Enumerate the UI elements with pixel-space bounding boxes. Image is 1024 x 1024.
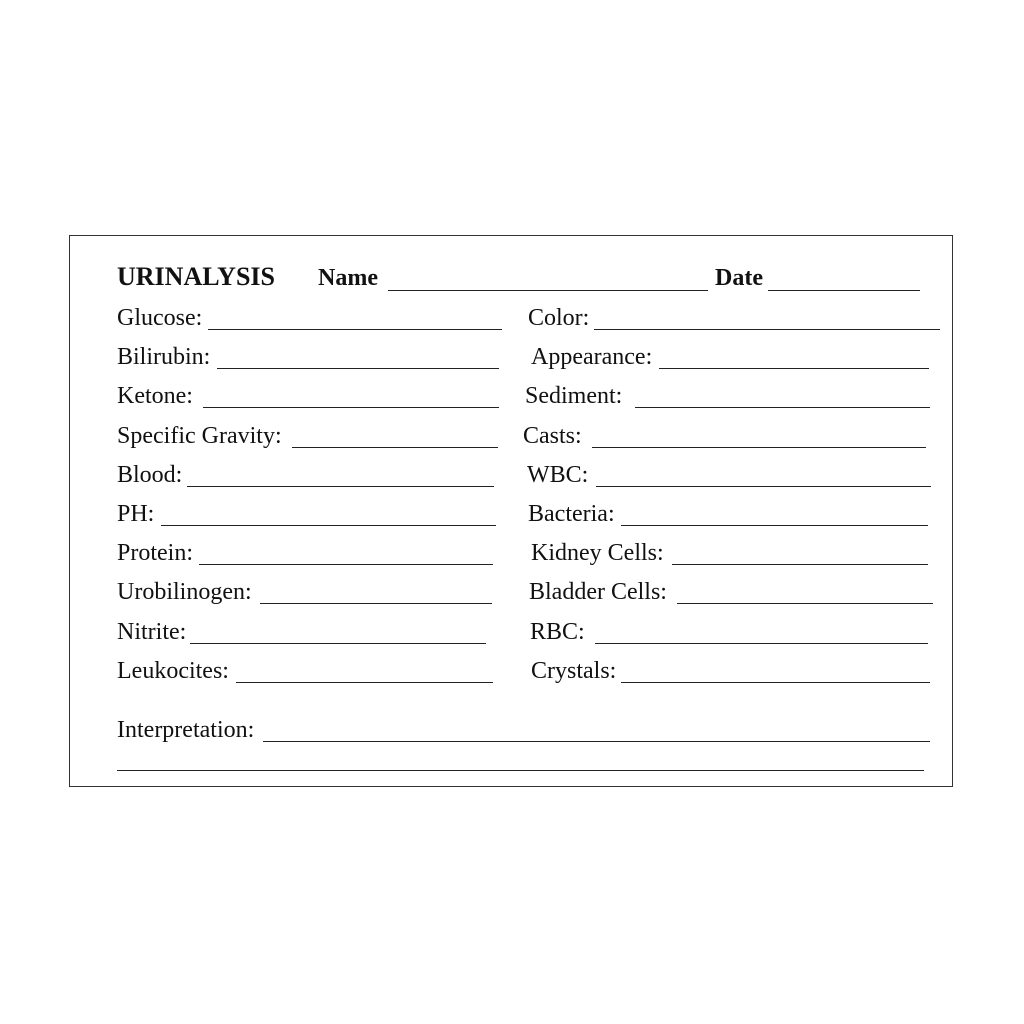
- leukocites-field[interactable]: [236, 682, 493, 683]
- nitrite-field[interactable]: [190, 643, 486, 644]
- specific-gravity-label: Specific Gravity:: [117, 423, 282, 449]
- rbc-label: RBC:: [530, 619, 585, 645]
- protein-label: Protein:: [117, 540, 193, 566]
- specific-gravity-field[interactable]: [292, 447, 498, 448]
- color-field[interactable]: [594, 329, 940, 330]
- appearance-label: Appearance:: [531, 344, 653, 370]
- ketone-label: Ketone:: [117, 383, 193, 409]
- wbc-label: WBC:: [527, 462, 589, 488]
- urobilinogen-field[interactable]: [260, 603, 492, 604]
- interpretation-field[interactable]: [263, 741, 930, 742]
- date-label: Date: [715, 265, 763, 291]
- ph-label: PH:: [117, 501, 155, 527]
- sediment-field[interactable]: [635, 407, 930, 408]
- protein-field[interactable]: [199, 564, 493, 565]
- casts-label: Casts:: [523, 423, 582, 449]
- date-field[interactable]: [768, 290, 920, 291]
- casts-field[interactable]: [592, 447, 926, 448]
- blood-field[interactable]: [187, 486, 494, 487]
- blood-label: Blood:: [117, 462, 183, 488]
- interpretation-label: Interpretation:: [117, 717, 255, 743]
- glucose-field[interactable]: [208, 329, 502, 330]
- bladder-cells-label: Bladder Cells:: [529, 579, 667, 605]
- interpretation-field-line-2[interactable]: [117, 770, 924, 771]
- kidney-cells-field[interactable]: [672, 564, 928, 565]
- color-label: Color:: [528, 305, 590, 331]
- rbc-field[interactable]: [595, 643, 928, 644]
- kidney-cells-label: Kidney Cells:: [531, 540, 664, 566]
- glucose-label: Glucose:: [117, 305, 203, 331]
- name-field[interactable]: [388, 290, 708, 291]
- bacteria-field[interactable]: [621, 525, 928, 526]
- bilirubin-label: Bilirubin:: [117, 344, 211, 370]
- form-title: URINALYSIS: [117, 262, 275, 291]
- crystals-field[interactable]: [621, 682, 930, 683]
- name-label: Name: [318, 265, 378, 291]
- bladder-cells-field[interactable]: [677, 603, 933, 604]
- crystals-label: Crystals:: [531, 658, 617, 684]
- ph-field[interactable]: [161, 525, 496, 526]
- ketone-field[interactable]: [203, 407, 499, 408]
- leukocites-label: Leukocites:: [117, 658, 229, 684]
- nitrite-label: Nitrite:: [117, 619, 187, 645]
- wbc-field[interactable]: [596, 486, 931, 487]
- appearance-field[interactable]: [659, 368, 929, 369]
- bilirubin-field[interactable]: [217, 368, 499, 369]
- bacteria-label: Bacteria:: [528, 501, 615, 527]
- sediment-label: Sediment:: [525, 383, 623, 409]
- urobilinogen-label: Urobilinogen:: [117, 579, 252, 605]
